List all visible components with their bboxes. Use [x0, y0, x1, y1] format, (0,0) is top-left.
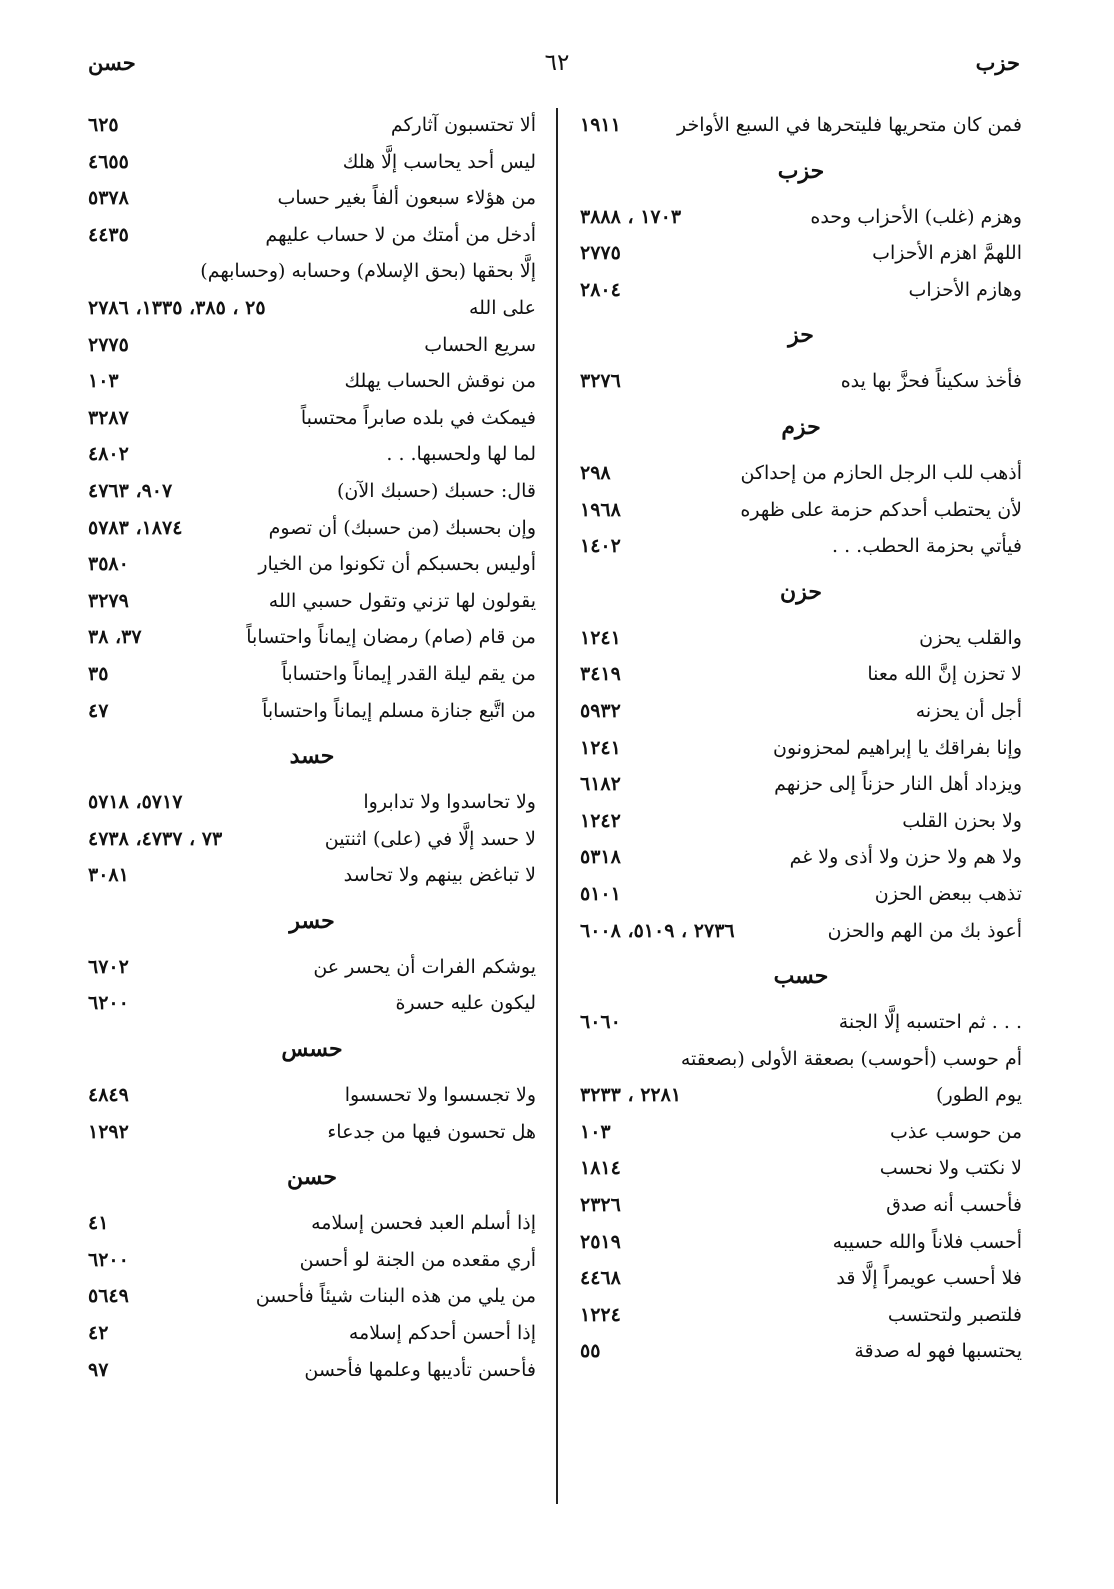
entry-reference: ٥٧١٧، ٥٧١٨: [88, 791, 183, 814]
index-entry: [88, 546, 536, 583]
right-column: [580, 107, 1022, 1370]
entry-reference: ٥٥: [580, 1340, 601, 1363]
index-entry: [88, 217, 536, 254]
entry-reference: ٣٧، ٣٨: [88, 626, 142, 649]
entry-text: أذهب للب الرجل الحازم من إحداكن: [740, 461, 1022, 484]
entry-text: إذا أسلم العبد فحسن إسلامه: [311, 1212, 536, 1235]
index-entry: [580, 876, 1022, 913]
entry-reference: ٦٧٠٢: [88, 955, 129, 978]
index-entry: [580, 107, 1022, 144]
entry-reference: ٥٣٧٨: [88, 187, 129, 210]
index-entry: [580, 455, 1022, 492]
entry-text: من يقم ليلة القدر إيماناً واحتساباً: [281, 662, 536, 685]
entry-text: ولا بحزن القلب: [902, 809, 1022, 832]
entry-reference: ٣٥: [88, 662, 109, 685]
entry-text: أعوذ بك من الهم والحزن: [827, 919, 1022, 942]
entry-text: إذا أحسن أحدكم إسلامه: [348, 1322, 536, 1345]
index-entry: [580, 839, 1022, 876]
entry-text: فأحسب أنه صدق: [886, 1194, 1022, 1217]
entry-text: ويزداد أهل النار حزناً إلى حزنهم: [774, 773, 1022, 796]
index-entry: [88, 821, 536, 858]
root-heading: حسد: [289, 743, 335, 770]
entry-reference: ١٩١١: [580, 114, 621, 136]
entry-text: يقولون لها تزني وتقول حسبي الله: [268, 589, 536, 612]
index-entry: [580, 1333, 1022, 1370]
entry-reference: ٢٧٧٥: [88, 333, 129, 356]
index-entry: [88, 327, 536, 364]
index-entry: [88, 253, 536, 290]
index-entry: [88, 473, 536, 510]
entry-text: ولا تجسسوا ولا تحسسوا: [344, 1084, 536, 1107]
entry-text: إلَّا بحقها (بحق الإسلام) وحسابه (وحسابهم): [200, 260, 536, 283]
index-entry: [580, 1224, 1022, 1261]
entry-reference: ١٢٤١: [580, 736, 621, 759]
index-entry: [580, 656, 1022, 693]
entry-text: فلا أحسب عويمراً إلَّا قد: [836, 1267, 1022, 1290]
entry-text: من قام (صام) رمضان إيماناً واحتساباً: [246, 626, 536, 649]
index-entry: [580, 1114, 1022, 1151]
entry-text: هل تحسون فيها من جدعاء: [327, 1120, 536, 1143]
entry-reference: ١٠٣: [88, 370, 119, 393]
entry-reference: ١٠٣: [580, 1120, 611, 1143]
root-heading: حزن: [780, 578, 822, 605]
index-entry: [88, 857, 536, 894]
index-entry: [88, 583, 536, 620]
index-entry: [580, 492, 1022, 529]
entry-text: من هؤلاء سبعون ألفاً بغير حساب: [277, 187, 536, 210]
entry-text: أجل أن يحزنه: [915, 699, 1022, 722]
index-entry: [88, 619, 536, 656]
root-heading: حزب: [777, 157, 825, 184]
entry-text: ألا تحتسبون آثاركم: [390, 114, 536, 136]
index-entry: [580, 528, 1022, 565]
entry-text: أري مقعده من الجنة لو أحسن: [299, 1248, 536, 1271]
entry-reference: ٣٤١٩: [580, 663, 621, 686]
root-heading: حسب: [773, 963, 829, 990]
entry-reference: ٦٢٠٠: [88, 1248, 129, 1271]
entry-reference: ٤٤٦٨: [580, 1267, 621, 1290]
index-entry: [580, 1041, 1022, 1078]
entry-text: فأحسن تأديبها وعلمها فأحسن: [304, 1358, 536, 1381]
entry-reference: ٤١: [88, 1212, 109, 1235]
index-entry: [88, 144, 536, 181]
running-header-right: حزب: [975, 50, 1020, 75]
entry-text: فمن كان متحريها فليتحرها في السبع الأواخر: [676, 114, 1022, 136]
index-entry: [580, 1260, 1022, 1297]
entry-reference: ٦٠٦٠: [580, 1011, 621, 1034]
entry-reference: ٤٨٤٩: [88, 1084, 129, 1107]
entry-text: فيأتي بحزمة الحطب. . .: [832, 535, 1022, 558]
entry-text: ليس أحد يحاسب إلَّا هلك: [342, 150, 536, 173]
entry-text: على الله: [468, 296, 536, 319]
index-entry: [88, 180, 536, 217]
entry-text: . . . ثم احتسبه إلَّا الجنة: [838, 1011, 1022, 1034]
entry-text: لا نكتب ولا نحسب: [879, 1157, 1022, 1180]
root-heading: حسس: [281, 1036, 343, 1063]
index-entry: [88, 693, 536, 730]
entry-text: يوشكم الفرات أن يحسر عن: [313, 955, 536, 978]
entry-text: سريع الحساب: [424, 333, 536, 356]
entry-text: ولا تحاسدوا ولا تدابروا: [363, 791, 536, 814]
entry-text: قال: حسبك (حسبك الآن): [337, 479, 536, 502]
entry-reference: ٩٧: [88, 1358, 109, 1381]
entry-text: والقلب يحزن: [919, 626, 1022, 649]
entry-text: تذهب ببعض الحزن: [874, 882, 1022, 905]
entry-reference: ٤٦٥٥: [88, 150, 129, 173]
entry-text: أحسب فلاناً والله حسيبه: [832, 1230, 1022, 1253]
entry-text: يحتسبها فهو له صدقة: [854, 1340, 1022, 1363]
entry-text: وإنا بفراقك يا إبراهيم لمحزونون: [772, 736, 1022, 759]
index-entry: [580, 913, 1022, 950]
entry-text: فيمكث في بلده صابراً محتسباً: [300, 406, 536, 429]
index-entry: [580, 1187, 1022, 1224]
running-header-left: حسن: [88, 50, 136, 75]
entry-text: أوليس بحسبكم أن تكونوا من الخيار: [258, 553, 536, 576]
entry-text: وإن بحسبك (من حسبك) أن تصوم: [268, 516, 536, 539]
entry-reference: ٦٢٠٠: [88, 992, 129, 1015]
index-entry: [580, 620, 1022, 657]
entry-reference: ٦١٨٢: [580, 773, 621, 796]
index-entry: [580, 1297, 1022, 1334]
entry-reference: ٢٣٢٦: [580, 1194, 621, 1217]
index-entry: [88, 400, 536, 437]
entry-reference: ٣٢٧٦: [580, 370, 621, 393]
index-entry: [88, 1205, 536, 1242]
index-entry: [88, 1315, 536, 1352]
index-entry: [88, 1114, 536, 1151]
entry-text: من حوسب عذب: [889, 1120, 1022, 1143]
index-entry: [88, 363, 536, 400]
entry-reference: ١٩٦٨: [580, 498, 621, 521]
entry-reference: ١٢٤١: [580, 626, 621, 649]
index-entry: [88, 290, 536, 327]
entry-reference: ١٤٠٢: [580, 535, 621, 558]
index-entry: [88, 985, 536, 1022]
root-heading: حزم: [781, 413, 821, 440]
entry-reference: ٢٥ ، ٣٨٥، ١٣٣٥، ٢٧٨٦: [88, 296, 266, 319]
entry-text: فلتصبر ولتحتسب: [887, 1303, 1022, 1326]
index-entry: [88, 436, 536, 473]
index-entry: [88, 1352, 536, 1389]
entry-text: وهزم (غلب) الأحزاب وحده: [810, 205, 1022, 228]
index-entry: [580, 235, 1022, 272]
index-entry: [88, 510, 536, 547]
entry-reference: ٣٢٧٩: [88, 589, 129, 612]
entry-reference: ٢٧٣٦ ، ٥١٠٩، ٦٠٠٨: [580, 919, 735, 942]
index-entry: [580, 730, 1022, 767]
entry-reference: ٣٠٨١: [88, 864, 129, 887]
index-entry: [580, 199, 1022, 236]
entry-reference: ١٧٠٣ ، ٣٨٨٨: [580, 205, 682, 228]
root-heading: حسن: [287, 1164, 337, 1191]
entry-reference: ٣٥٨٠: [88, 553, 129, 576]
index-entry: [580, 363, 1022, 400]
entry-reference: ٢٨٠٤: [580, 278, 621, 301]
entry-reference: ٥٩٣٢: [580, 699, 621, 722]
index-entry: [580, 766, 1022, 803]
entry-text: ولا هم ولا حزن ولا أذى ولا غم: [789, 846, 1022, 869]
entry-text: أدخل من أمتك من لا حساب عليهم: [265, 223, 536, 246]
entry-text: لا حسد إلَّا في (على) اثنتين: [324, 827, 536, 850]
root-heading: حز: [788, 322, 814, 349]
entry-reference: ٤٧: [88, 699, 109, 722]
entry-reference: ٢٢٨١ ، ٣٢٣٣: [580, 1084, 682, 1107]
index-entry: [88, 1278, 536, 1315]
entry-text: اللهمَّ اهزم الأحزاب: [872, 242, 1022, 265]
page-number: ٦٢: [544, 50, 570, 76]
entry-text: لأن يحتطب أحدكم حزمة على ظهره: [740, 498, 1022, 521]
index-entry: [88, 1077, 536, 1114]
entry-reference: ١٢٢٤: [580, 1303, 621, 1326]
entry-reference: ٢٥١٩: [580, 1230, 621, 1253]
entry-text: وهازم الأحزاب: [908, 278, 1022, 301]
index-entry: [88, 107, 536, 144]
entry-reference: ٦٢٥: [88, 114, 119, 136]
entry-text: أم حوسب (أحوسب) بصعقة الأولى (بصعقته: [680, 1047, 1022, 1070]
index-entry: [580, 803, 1022, 840]
entry-reference: ٤٤٣٥: [88, 223, 129, 246]
entry-text: ليكون عليه حسرة: [395, 992, 536, 1015]
entry-reference: ١٢٩٢: [88, 1120, 129, 1143]
index-entry: [88, 1242, 536, 1279]
left-column: [88, 107, 536, 1388]
entry-reference: ٤٨٠٢: [88, 443, 129, 466]
entry-reference: ١٨٧٤، ٥٧٨٣: [88, 516, 183, 539]
entry-reference: ٢٧٧٥: [580, 242, 621, 265]
entry-reference: ٥٦٤٩: [88, 1285, 129, 1308]
root-heading: حسر: [289, 907, 335, 934]
entry-reference: ٥٣١٨: [580, 846, 621, 869]
entry-text: لا تحزن إنَّ الله معنا: [867, 663, 1022, 686]
entry-text: من اتَّبع جنازة مسلم إيماناً واحتساباً: [262, 699, 536, 722]
index-entry: [88, 656, 536, 693]
entry-text: فأخذ سكيناً فحزَّ بها يده: [840, 370, 1022, 393]
entry-reference: ٢٩٨: [580, 461, 611, 484]
entry-reference: ٧٣ ، ٤٧٣٧، ٤٧٣٨: [88, 827, 223, 850]
index-entry: [88, 949, 536, 986]
index-entry: [580, 693, 1022, 730]
entry-reference: ١٨١٤: [580, 1157, 621, 1180]
index-entry: [580, 1004, 1022, 1041]
column-divider: [556, 108, 558, 1504]
index-entry: [88, 784, 536, 821]
entry-reference: ٣٢٨٧: [88, 406, 129, 429]
entry-text: من يلي من هذه البنات شيئاً فأحسن: [255, 1285, 536, 1308]
entry-text: يوم الطور): [936, 1084, 1022, 1107]
entry-reference: ٩٠٧، ٤٧٦٣: [88, 479, 173, 502]
entry-text: لما لها ولحسبها. . .: [386, 443, 536, 466]
entry-reference: ٤٢: [88, 1322, 109, 1345]
entry-reference: ٥١٠١: [580, 882, 621, 905]
entry-reference: ١٢٤٢: [580, 809, 621, 832]
index-entry: [580, 1077, 1022, 1114]
index-entry: [580, 1150, 1022, 1187]
index-entry: [580, 272, 1022, 309]
entry-text: من نوقش الحساب يهلك: [344, 370, 536, 393]
entry-text: لا تباغض بينهم ولا تحاسد: [343, 864, 536, 887]
